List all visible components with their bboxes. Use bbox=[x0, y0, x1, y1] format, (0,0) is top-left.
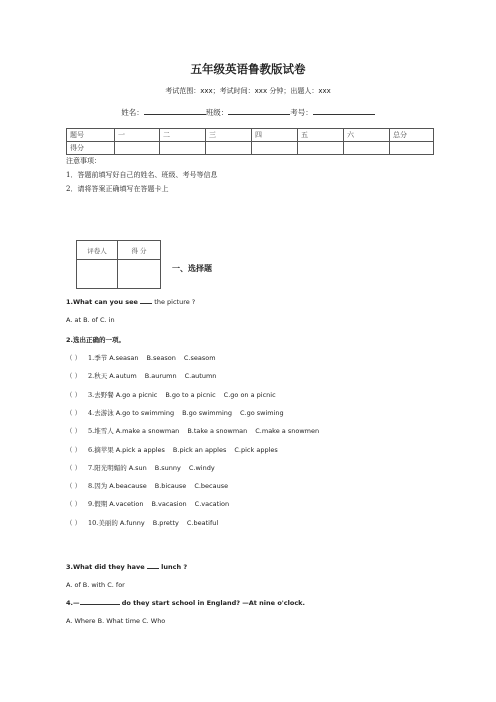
score-table-score-row bbox=[67, 142, 434, 155]
option-a: A.autum bbox=[109, 372, 137, 381]
question-1-stem: 1.What can you see the picture ? bbox=[66, 298, 196, 306]
reviewer-label: 评卷人 bbox=[77, 241, 118, 260]
answer-paren[interactable]: （ ） bbox=[66, 354, 82, 362]
option-b: B.vacasion bbox=[151, 500, 187, 509]
note-item: 1．答题前填写好自己的姓名、班级、考号等信息 bbox=[66, 171, 218, 179]
score-input-cell[interactable] bbox=[115, 142, 160, 155]
option-c: C.make a snowmen bbox=[255, 427, 320, 436]
q2-item bbox=[66, 445, 446, 455]
grader-table bbox=[76, 240, 161, 289]
q2-item bbox=[66, 353, 446, 363]
option-c: C.seasom bbox=[183, 354, 216, 362]
item-term: 9.假期 bbox=[88, 500, 108, 509]
grader-score-label: 得 分 bbox=[118, 241, 161, 260]
q2-item bbox=[66, 390, 446, 400]
exam-no-label: 考号： bbox=[290, 108, 313, 117]
score-input-cell[interactable] bbox=[206, 142, 252, 155]
option-c: C.pick apples bbox=[234, 445, 278, 454]
option-c: C.go swiming bbox=[240, 408, 284, 417]
option-c: C.windy bbox=[188, 463, 215, 472]
score-table-header-row bbox=[67, 129, 434, 142]
reviewer-cell[interactable] bbox=[77, 260, 118, 289]
option-a: A.beacause bbox=[109, 482, 147, 491]
student-info-line bbox=[0, 106, 496, 118]
score-input-cell[interactable] bbox=[390, 142, 434, 155]
score-cell: 总分 bbox=[390, 129, 434, 142]
item-term: 8.因为 bbox=[88, 482, 108, 491]
option-a: A.go a picnic bbox=[115, 390, 158, 399]
score-cell: 题号 bbox=[67, 129, 115, 142]
question-3-options: A. of B. with C. for bbox=[66, 581, 125, 589]
option-b: B.pick an apples bbox=[172, 445, 227, 454]
answer-paren[interactable]: （ ） bbox=[66, 518, 82, 527]
option-a: A.go to swimming bbox=[115, 408, 175, 417]
item-term: 10.美丽的 bbox=[88, 518, 118, 527]
name-blank[interactable] bbox=[144, 106, 206, 115]
score-cell: 三 bbox=[206, 129, 252, 142]
question-4-stem: 4.— do they start school in England? —At nine o'clock. bbox=[66, 599, 305, 607]
option-b: B.aurumn bbox=[144, 372, 177, 381]
option-a: A.pick a apples bbox=[115, 445, 165, 454]
grader-score-cell[interactable] bbox=[118, 260, 161, 289]
name-label: 姓名： bbox=[121, 108, 144, 117]
option-b: B.bicause bbox=[154, 482, 187, 491]
answer-blank[interactable] bbox=[80, 604, 120, 605]
answer-blank[interactable] bbox=[140, 303, 152, 304]
option-b: B.sunny bbox=[154, 463, 181, 472]
score-input-cell[interactable] bbox=[298, 142, 344, 155]
item-term: 2.秋天 bbox=[88, 372, 108, 381]
score-cell: 五 bbox=[298, 129, 344, 142]
score-row-label: 得分 bbox=[67, 142, 115, 155]
score-cell: 四 bbox=[252, 129, 298, 142]
answer-paren[interactable]: （ ） bbox=[66, 482, 82, 491]
option-b: B.pretty bbox=[152, 518, 179, 527]
exam-no-blank[interactable] bbox=[313, 106, 375, 115]
option-b: B.season bbox=[146, 354, 176, 362]
class-blank[interactable] bbox=[228, 106, 290, 115]
question-1-options: A. at B. of C. in bbox=[66, 316, 115, 324]
item-term: 1.季节 bbox=[88, 354, 108, 362]
option-b: B.take a snowman bbox=[187, 427, 248, 436]
item-term: 4.去游泳 bbox=[88, 408, 114, 417]
exam-title: 五年级英语鲁教版试卷 bbox=[190, 62, 306, 76]
option-c: C.go on a picnic bbox=[223, 390, 276, 399]
score-input-cell[interactable] bbox=[344, 142, 390, 155]
answer-paren[interactable]: （ ） bbox=[66, 463, 82, 472]
section-title: 一、选择题 bbox=[172, 264, 212, 273]
q2-item bbox=[66, 518, 446, 528]
option-a: A.make a snowman bbox=[115, 427, 180, 436]
item-term: 6.摘苹果 bbox=[88, 445, 114, 454]
answer-paren[interactable]: （ ） bbox=[66, 427, 82, 436]
exam-subtitle: 考试范围：xxx；考试时间：xxx 分钟；出题人：xxx bbox=[165, 87, 331, 95]
q2-item bbox=[66, 408, 446, 418]
item-term: 3.去野餐 bbox=[88, 390, 114, 399]
option-c: C.because bbox=[194, 482, 229, 491]
class-label: 班级： bbox=[205, 108, 229, 117]
score-table bbox=[66, 128, 434, 155]
question-2-stem: 2.选出正确的一项。 bbox=[66, 336, 125, 344]
score-cell: 六 bbox=[344, 129, 390, 142]
item-term: 5.堆雪人 bbox=[88, 427, 114, 436]
score-cell: 一 bbox=[115, 129, 160, 142]
notes-heading: 注意事项： bbox=[66, 157, 101, 165]
answer-paren[interactable]: （ ） bbox=[66, 372, 82, 381]
score-cell: 二 bbox=[160, 129, 206, 142]
q2-item bbox=[66, 481, 446, 491]
option-a: A.funny bbox=[119, 518, 145, 527]
answer-paren[interactable]: （ ） bbox=[66, 408, 82, 417]
score-input-cell[interactable] bbox=[160, 142, 206, 155]
q2-item bbox=[66, 499, 446, 509]
item-term: 7.阳光明媚的 bbox=[88, 463, 127, 472]
question-3-stem: 3.What did they have lunch ? bbox=[66, 563, 188, 571]
option-a: A.sun bbox=[128, 463, 147, 472]
option-c: C.beatiful bbox=[186, 518, 219, 527]
answer-paren[interactable]: （ ） bbox=[66, 500, 82, 509]
q2-item bbox=[66, 463, 446, 473]
question-4-options: A. Where B. What time C. Who bbox=[66, 617, 166, 625]
q2-item bbox=[66, 426, 446, 436]
option-c: C.autumn bbox=[184, 372, 217, 381]
answer-blank[interactable] bbox=[147, 568, 159, 569]
option-b: B.go to a picnic bbox=[165, 390, 216, 399]
option-c: C.vacation bbox=[194, 500, 230, 509]
score-input-cell[interactable] bbox=[252, 142, 298, 155]
note-item: 2．请将答案正确填写在答题卡上 bbox=[66, 185, 169, 193]
answer-paren[interactable]: （ ） bbox=[66, 445, 82, 454]
answer-paren[interactable]: （ ） bbox=[66, 390, 82, 399]
option-a: A.vacetion bbox=[109, 500, 144, 509]
q2-item bbox=[66, 371, 446, 381]
option-b: B.go swimming bbox=[182, 408, 233, 417]
option-a: A.seasan bbox=[109, 354, 139, 362]
